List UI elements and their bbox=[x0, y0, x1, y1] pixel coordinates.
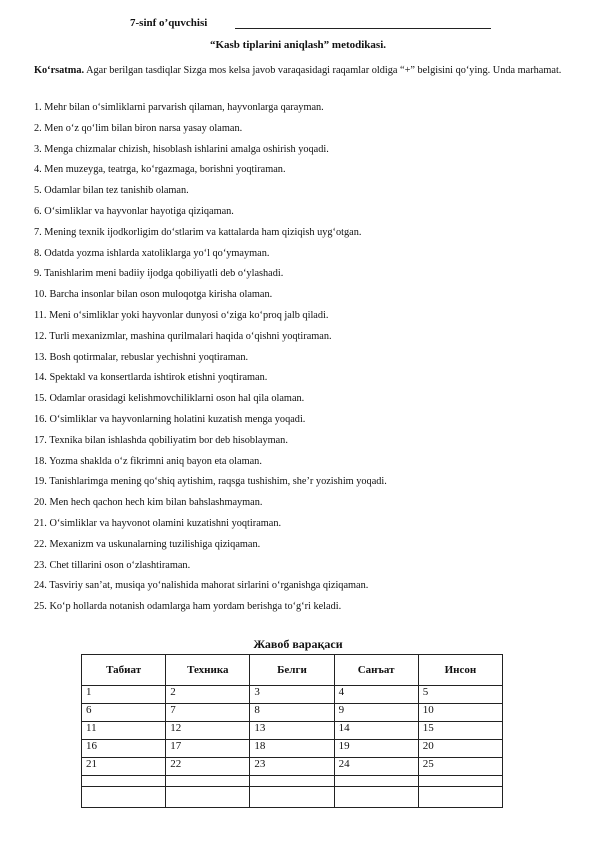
question-item: 5. Odamlar bilan tez tanishib olaman. bbox=[34, 185, 189, 197]
answer-sheet-title: Жавоб варақаси bbox=[253, 637, 343, 651]
answer-row bbox=[82, 758, 503, 776]
answer-cell[interactable]: 7 bbox=[166, 704, 250, 722]
question-item: 8. Odatda yozma ishlarda xatoliklarga yo‘l qo‘ymayman. bbox=[34, 247, 270, 259]
blank-cell[interactable] bbox=[418, 776, 502, 787]
student-header bbox=[130, 17, 491, 29]
question-list bbox=[34, 101, 579, 621]
question-item: 22. Mexanizm va uskunalarning tuzilishiga qiziqaman. bbox=[34, 538, 261, 550]
answer-row bbox=[82, 686, 503, 704]
instruction-paragraph bbox=[34, 61, 579, 81]
column-header-inson: Инсон bbox=[418, 655, 502, 686]
answer-header-row bbox=[82, 655, 503, 686]
answer-cell[interactable]: 19 bbox=[334, 740, 418, 758]
question-item: 10. Barcha insonlar bilan oson muloqotga kirisha olaman. bbox=[34, 289, 273, 301]
blank-cell[interactable] bbox=[250, 776, 334, 787]
student-name-blank bbox=[235, 18, 491, 29]
column-header-sanat: Санъат bbox=[334, 655, 418, 686]
answer-cell[interactable]: 17 bbox=[166, 740, 250, 758]
question-item: 4. Men muzeyga, teatrga, ko‘rgazmaga, borishni yoqtiraman. bbox=[34, 164, 286, 176]
answer-cell[interactable]: 3 bbox=[250, 686, 334, 704]
question-item: 18. Yozma shaklda o‘z fikrimni aniq bayon eta olaman. bbox=[34, 455, 262, 467]
answer-cell[interactable]: 22 bbox=[166, 758, 250, 776]
question-item: 25. Ko‘p hollarda notanish odamlarga ham yordam berishga to‘g‘ri keladi. bbox=[34, 601, 342, 613]
answer-cell[interactable]: 8 bbox=[250, 704, 334, 722]
question-item: 17. Texnika bilan ishlashda qobiliyatim bor deb hisoblayman. bbox=[34, 434, 288, 446]
answer-cell[interactable]: 25 bbox=[418, 758, 502, 776]
blank-cell[interactable] bbox=[334, 776, 418, 787]
question-item: 20. Men hech qachon hech kim bilan bahslashmayman. bbox=[34, 497, 263, 509]
document-title: “Kasb tiplarini aniqlash” metodikasi. bbox=[209, 39, 387, 51]
question-item: 9. Tanishlarim meni badiiy ijodga qobiliyatli deb o‘ylashadi. bbox=[34, 268, 284, 280]
blank-cell[interactable] bbox=[82, 776, 166, 787]
question-item: 23. Chet tillarini oson o‘zlashtiraman. bbox=[34, 559, 191, 571]
answer-cell[interactable]: 9 bbox=[334, 704, 418, 722]
total-cell[interactable] bbox=[334, 787, 418, 808]
answer-cell[interactable]: 5 bbox=[418, 686, 502, 704]
question-item: 16. O‘simliklar va hayvonlarning holatini kuzatish menga yoqadi. bbox=[34, 413, 306, 425]
total-cell[interactable] bbox=[418, 787, 502, 808]
question-item: 6. O‘simliklar va hayvonlar hayotiga qiziqaman. bbox=[34, 205, 234, 217]
total-row bbox=[82, 787, 503, 808]
question-item: 15. Odamlar orasidagi kelishmovchiliklarni oson hal qila olaman. bbox=[34, 393, 305, 405]
answer-cell[interactable]: 23 bbox=[250, 758, 334, 776]
question-item: 19. Tanishlarimga mening qo‘shiq aytishim, raqsga tushishim, she’r yozishim yoqadi. bbox=[34, 476, 387, 488]
question-item: 1. Mehr bilan o‘simliklarni parvarish qilaman, hayvonlarga qarayman. bbox=[34, 102, 324, 113]
answer-cell[interactable]: 18 bbox=[250, 740, 334, 758]
answer-cell[interactable]: 12 bbox=[166, 722, 250, 740]
question-item: 12. Turli mexanizmlar, mashina qurilmalari haqida o‘qishni yoqtiraman. bbox=[34, 330, 332, 342]
answer-cell[interactable]: 4 bbox=[334, 686, 418, 704]
total-cell[interactable] bbox=[166, 787, 250, 808]
instruction-text: Agar berilgan tasdiqlar Sizga mos kelsa javob varaqasidagi raqamlar oldiga “+” belgisini qo‘ying. Unda marhamat. bbox=[86, 65, 562, 76]
column-header-texnika: Техника bbox=[166, 655, 250, 686]
answer-cell[interactable]: 13 bbox=[250, 722, 334, 740]
answer-cell[interactable]: 6 bbox=[82, 704, 166, 722]
answer-cell[interactable]: 14 bbox=[334, 722, 418, 740]
question-item: 14. Spektakl va konsertlarda ishtirok etishni yoqtiraman. bbox=[34, 372, 268, 384]
answer-cell[interactable]: 10 bbox=[418, 704, 502, 722]
question-item: 11. Meni o‘simliklar yoki hayvonlar dunyosi o‘ziga ko‘proq jalb qiladi. bbox=[34, 309, 329, 321]
question-item: 13. Bosh qotirmalar, rebuslar yechishni yoqtiraman. bbox=[34, 351, 249, 363]
instruction-label: Ko‘rsatma. bbox=[34, 65, 85, 76]
answer-cell[interactable]: 21 bbox=[82, 758, 166, 776]
grade-label: 7-sinf o’quvchisi bbox=[130, 17, 208, 29]
column-header-belgi: Белги bbox=[250, 655, 334, 686]
question-item: 2. Men o‘z qo‘lim bilan biron narsa yasay olaman. bbox=[34, 122, 243, 134]
answer-cell[interactable]: 16 bbox=[82, 740, 166, 758]
answer-cell[interactable]: 11 bbox=[82, 722, 166, 740]
question-item: 21. O‘simliklar va hayvonot olamini kuzatishni yoqtiraman. bbox=[34, 517, 282, 529]
blank-cell[interactable] bbox=[166, 776, 250, 787]
question-item: 24. Tasviriy san’at, musiqa yo‘nalishida mahorat sirlarini o‘rganishga qiziqaman. bbox=[34, 580, 369, 592]
answer-cell[interactable]: 2 bbox=[166, 686, 250, 704]
answer-cell[interactable]: 1 bbox=[82, 686, 166, 704]
answer-cell[interactable]: 24 bbox=[334, 758, 418, 776]
column-header-tabiat: Табиат bbox=[82, 655, 166, 686]
total-cell[interactable] bbox=[250, 787, 334, 808]
answer-row bbox=[82, 722, 503, 740]
answer-row bbox=[82, 740, 503, 758]
question-item: 7. Mening texnik ijodkorligim do‘stlarim va kattalarda ham qiziqish uyg‘otgan. bbox=[34, 226, 362, 238]
question-item: 3. Menga chizmalar chizish, hisoblash ishlarini amalga oshirish yoqadi. bbox=[34, 143, 329, 155]
blank-row bbox=[82, 776, 503, 787]
answer-row bbox=[82, 704, 503, 722]
answer-cell[interactable]: 20 bbox=[418, 740, 502, 758]
answer-cell[interactable]: 15 bbox=[418, 722, 502, 740]
total-cell[interactable] bbox=[82, 787, 166, 808]
answer-sheet-table bbox=[81, 654, 503, 808]
